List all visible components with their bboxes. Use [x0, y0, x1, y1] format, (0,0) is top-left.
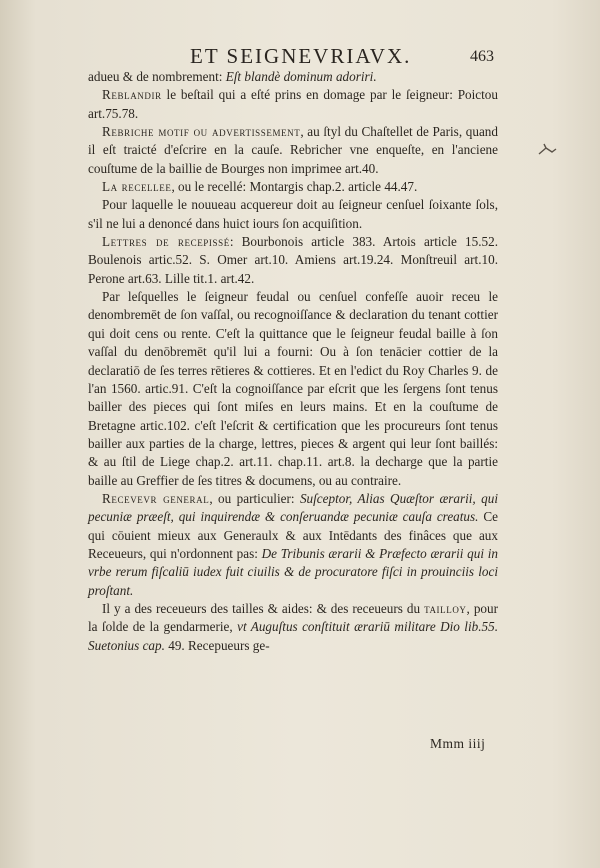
- signature-mark: Mmm iiij: [430, 736, 486, 751]
- entry-body: , au ſtyl du Chaſtellet de Paris, quand il eſt traicté d'eſcrire en la cauſe. Rebricher vne enqueſte, en l'anciene couſtume de la baillie de Bourges non imprimee art.40.: [88, 124, 498, 176]
- entry-recepisse-gloss: [88, 288, 498, 490]
- entry-body: Par leſquelles le ſeigneur feudal ou cenſuel confeſſe auoir receu le denombremēt de ſon vaſſal, ou recognoiſſance & declaration du tenant cottier qui doit cens ou rente. C'eſt la quittance que le ſeigneur feudal baille à ſon vaſſal du denōbremēt qu'il lui a fourni: Ou à ſon tenācier cottier de la declaratiō de ſes terres rētieres & cottieres. Et en l'edict du Roy Charles 9. de l'an 1560. artic.91. C'eſt la cognoiſſance par eſcrit que les ſergens ſont tenus bailler des pieces qui ſont miſes en leurs mains. Et en la couſtume de Bretagne artic.102. c'eſt l'eſcrit & certification que les procureurs ſont tenus bailler aux parties de la charge, lettres, pieces & argent qui leur ſont baillés: & au ſtil de Liege chap.2. art.11. chap.11. art.8. la decharge que la partie baille au Greffier de ſes titres & documens, ou au contraire.: [88, 289, 498, 488]
- entry-latin: Suſceptor, Alias Quæſtor ærarii, qui pecuniæ præeſt, qui inquirendæ & conſeruandæ pecuniæ cauſa creatus.: [88, 490, 499, 525]
- paragraph-continuation: [88, 68, 498, 86]
- marginal-mark-icon: [536, 140, 560, 160]
- entry-body: le beſtail qui a eſté prins en domage par le ſeigneur: Poictou art.75.78.: [88, 87, 498, 121]
- entry-receveur: [88, 490, 498, 600]
- entry-recellee: [88, 178, 498, 196]
- entry-headword: Recevevr general: [102, 490, 210, 506]
- running-title: ET SEIGNEVRIAVX.: [190, 44, 412, 68]
- entry-receveurs-tailles: [88, 600, 498, 655]
- paragraph-latin: Eſt blandè dominum adoriri.: [225, 69, 377, 84]
- main-text: [88, 68, 498, 655]
- entry-latin-2: De Tribunis ærarii & Præfecto ærarii qui in vrbe rerum fiſcaliū iudex fuit ciuilis & de procuratore fiſci in prouinciis loci proſtant.: [88, 545, 498, 598]
- entry-body: : Bourbonois article 383. Artois article 15.52. Boulenois artic.52. S. Omer art.10. Amiens art.19.24. Monſtreuil art.10. Perone art.63. Lille tit.1. art.42.: [88, 234, 498, 286]
- entry-body: Pour laquelle le nouueau acquereur doit au ſeigneur cenſuel ſoixante ſols, s'il ne lui a denoncé dans huict iours ſon acquiſition.: [88, 197, 498, 231]
- entry-body-tail: Ce qui cōuient mieux aux Generaulx & aux Intēdants des finâces que aux Receueurs, qui n'ordonnent pas:: [88, 509, 498, 561]
- entry-headword: Rebriche motif ou advertissement: [102, 124, 301, 140]
- entry-latin: vt Auguſtus conſtituit ærariū militare Dio lib.55. Suetonius cap.: [88, 619, 498, 653]
- entry-body-tail: 49. Recepueurs ge-: [164, 637, 270, 653]
- entry-reblandir: [88, 86, 498, 123]
- entry-headword: La recellee: [102, 179, 172, 195]
- entry-body: , ou particulier:: [209, 490, 300, 506]
- entry-headword: Lettres de recepissé: [102, 234, 230, 250]
- entry-rebriche: [88, 123, 498, 178]
- entry-body: Il y a des receueurs des tailles & aides: & des receueurs du: [102, 600, 425, 616]
- entry-smallcaps: tailloy: [424, 600, 467, 616]
- entry-headword: Reblandir: [102, 87, 162, 103]
- entry-body-2: , pour la ſolde de la gendarmerie,: [88, 600, 498, 635]
- page-number: 463: [470, 48, 494, 65]
- entry-recellee-gloss: [88, 196, 498, 233]
- entry-recepisse: [88, 233, 498, 288]
- paragraph-body: adueu & de nombrement:: [88, 69, 226, 84]
- entry-body: , ou le recellé: Montargis chap.2. article 44.47.: [171, 179, 418, 195]
- page-footer: [0, 736, 600, 760]
